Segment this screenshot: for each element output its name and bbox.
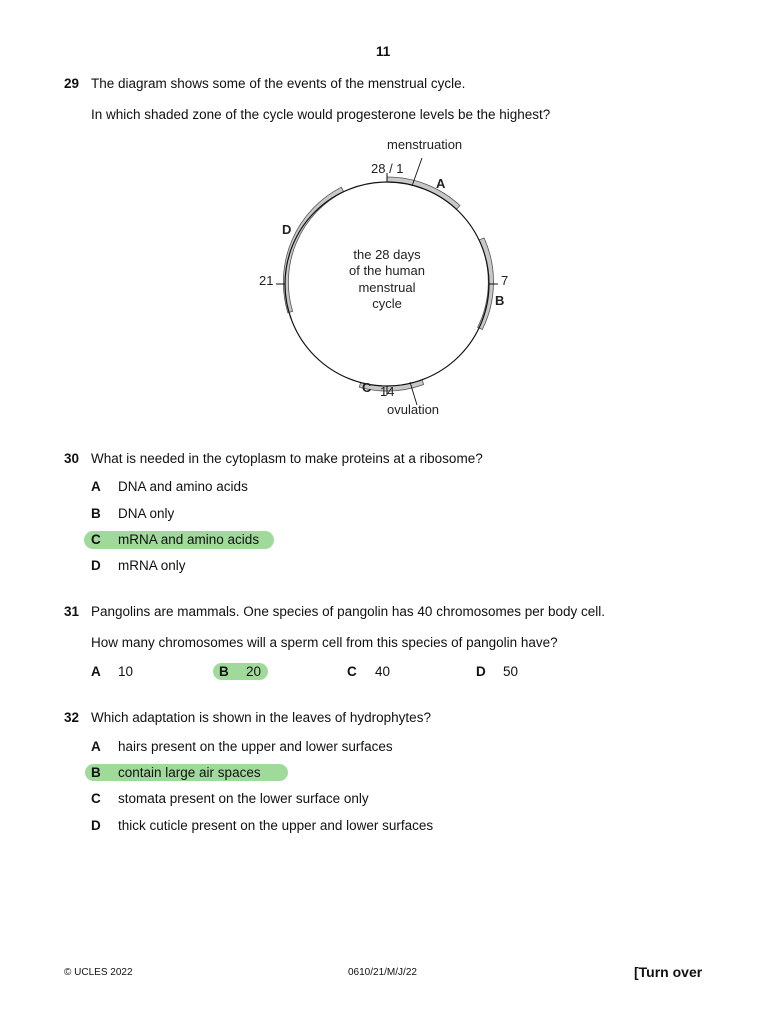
q32-option-b-letter: B xyxy=(91,765,101,780)
footer-paper-code: 0610/21/M/J/22 xyxy=(348,967,417,978)
q31-option-b-text: 20 xyxy=(246,664,262,679)
label-day-21: 21 xyxy=(259,273,274,288)
q29-number: 29 xyxy=(64,76,80,91)
q32-option-c-text: stomata present on the lower surface only xyxy=(118,791,369,806)
q31-option-a-letter: A xyxy=(91,664,101,679)
footer-turn-over: [Turn over xyxy=(634,964,703,980)
q30-option-d-letter: D xyxy=(91,558,101,573)
q30-option-c-text: mRNA and amino acids xyxy=(118,532,260,547)
label-zone-a: A xyxy=(436,176,446,191)
q31-option-d-text: 50 xyxy=(503,664,519,679)
q31-option-b-letter: B xyxy=(219,664,229,679)
footer-copyright: © UCLES 2022 xyxy=(64,967,133,978)
q31-text: Pangolins are mammals. One species of pangolin has 40 chromosomes per body cell. xyxy=(91,604,606,619)
label-menstruation: menstruation xyxy=(387,137,463,152)
center-line-4: cycle xyxy=(372,296,402,311)
q31-option-a-text: 10 xyxy=(118,664,134,679)
q31-option-c-letter: C xyxy=(347,664,357,679)
label-day-7: 7 xyxy=(501,273,509,288)
label-zone-c: C xyxy=(362,380,372,395)
q32-option-d-text: thick cuticle present on the upper and lower surfaces xyxy=(118,818,434,833)
q30-option-a-text: DNA and amino acids xyxy=(118,479,248,494)
q30-number: 30 xyxy=(64,451,80,466)
q32-text: Which adaptation is shown in the leaves of hydrophytes? xyxy=(91,710,431,725)
q30-option-a-letter: A xyxy=(91,479,101,494)
q30-option-b-letter: B xyxy=(91,506,101,521)
q32-option-d-letter: D xyxy=(91,818,101,833)
q30-option-d-text: mRNA only xyxy=(118,558,186,573)
q29-question: In which shaded zone of the cycle would progesterone levels be the highest? xyxy=(91,107,551,122)
label-zone-b: B xyxy=(495,293,505,308)
label-zone-d: D xyxy=(282,222,292,237)
menstrual-cycle-diagram xyxy=(240,130,520,430)
q32-option-c-letter: C xyxy=(91,791,101,806)
page-number: 11 xyxy=(376,44,391,59)
q30-option-b-text: DNA only xyxy=(118,506,175,521)
q32-option-b-text: contain large air spaces xyxy=(118,765,261,780)
q30-text: What is needed in the cytoplasm to make proteins at a ribosome? xyxy=(91,451,483,466)
q32-option-a-letter: A xyxy=(91,739,101,754)
q31-number: 31 xyxy=(64,604,80,619)
label-day-14: 14 xyxy=(380,384,395,399)
q32-option-a-text: hairs present on the upper and lower surfaces xyxy=(118,739,393,754)
q31-question: How many chromosomes will a sperm cell from this species of pangolin have? xyxy=(91,635,558,650)
q32-number: 32 xyxy=(64,710,80,725)
q31-option-d-letter: D xyxy=(476,664,486,679)
center-line-2: of the human xyxy=(349,263,425,278)
center-line-3: menstrual xyxy=(358,280,416,295)
zone-d-band xyxy=(283,187,343,313)
label-ovulation: ovulation xyxy=(387,402,440,417)
label-day-28-1: 28 / 1 xyxy=(371,161,404,176)
q29-text: The diagram shows some of the events of the menstrual cycle. xyxy=(91,76,466,91)
zone-a-band xyxy=(387,177,460,209)
center-line-1: the 28 days xyxy=(353,247,421,262)
q31-option-c-text: 40 xyxy=(375,664,391,679)
q30-option-c-letter: C xyxy=(91,532,101,547)
